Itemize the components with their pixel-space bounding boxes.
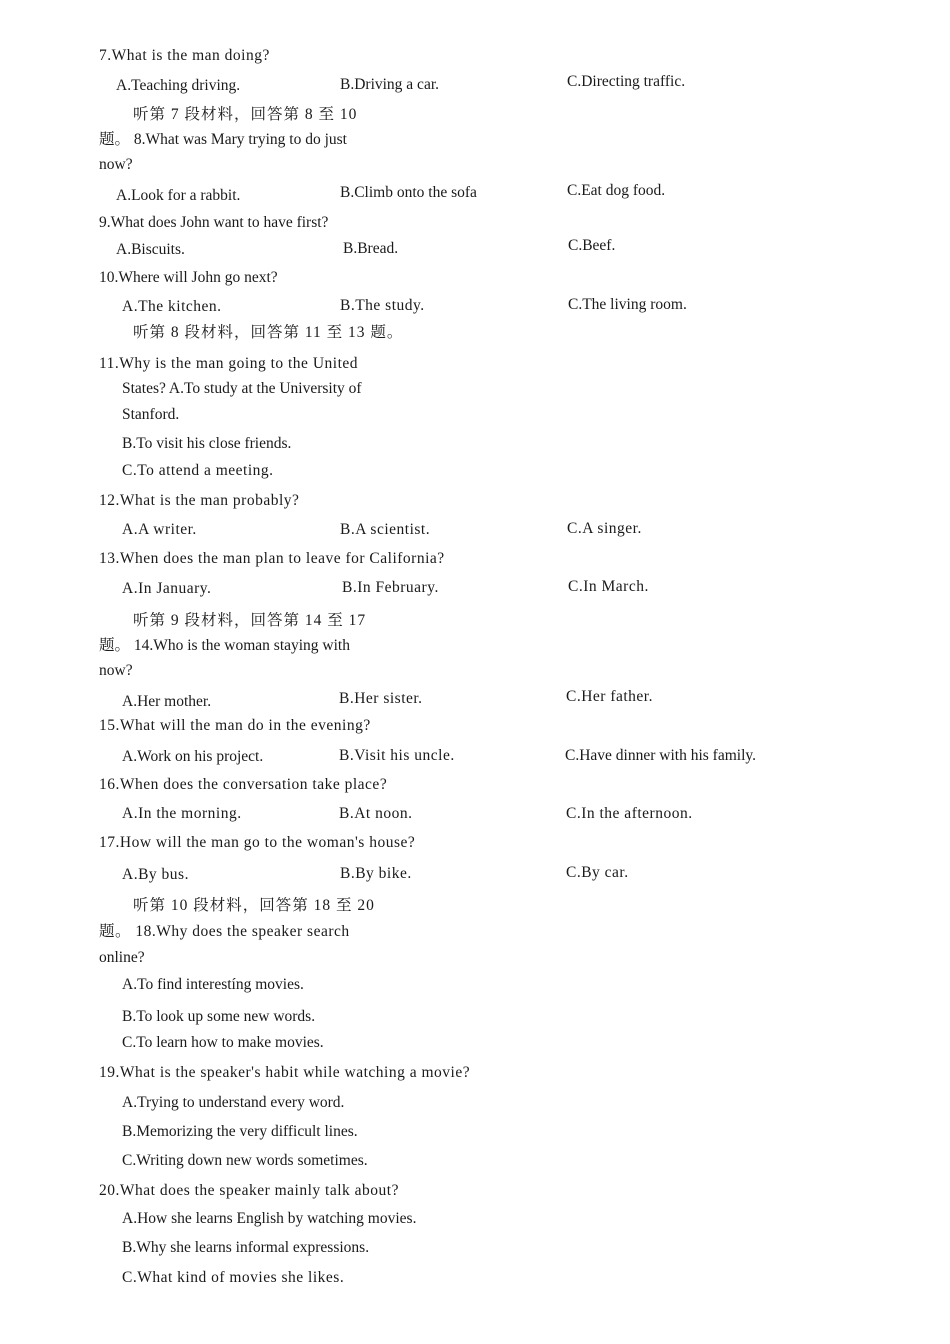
question-stem: 17.How will the man go to the woman's house?	[99, 834, 416, 851]
option-b: B.Memorizing the very difficult lines.	[122, 1123, 358, 1140]
question-stem: 16.When does the conversation take place?	[99, 776, 388, 793]
option-a: A.In the morning.	[122, 805, 242, 822]
instruction-line: now?	[99, 156, 133, 173]
option-b: B.To visit his close friends.	[122, 435, 292, 452]
question-stem: States? A.To study at the University of	[122, 380, 362, 397]
option-a: A.How she learns English by watching movies.	[122, 1210, 417, 1227]
question-stem: 9.What does John want to have first?	[99, 214, 329, 231]
option-a: A.The kitchen.	[122, 298, 222, 315]
option-a: A.Trying to understand every word.	[122, 1094, 345, 1111]
instruction-line: 题。 14.Who is the woman staying with	[99, 637, 350, 654]
instruction-line: 听第 9 段材料，回答第 14 至 17	[133, 612, 367, 629]
option-b: B.At noon.	[339, 805, 413, 822]
question-stem: 13.When does the man plan to leave for California?	[99, 550, 445, 567]
instruction-line: 听第 7 段材料，回答第 8 至 10	[133, 106, 358, 123]
option-c: C.Her father.	[566, 688, 653, 705]
instruction-line: 听第 8 段材料，回答第 11 至 13 题。	[133, 324, 404, 341]
option-c: C.What kind of movies she likes.	[122, 1269, 345, 1286]
option-b: B.Climb onto the sofa	[340, 184, 477, 201]
option-a: A.Look for a rabbit.	[116, 187, 241, 204]
question-stem: 20.What does the speaker mainly talk about?	[99, 1182, 399, 1199]
option-c: C.Writing down new words sometimes.	[122, 1152, 368, 1169]
option-b: B.By bike.	[340, 865, 412, 882]
instruction-line: 题。 8.What was Mary trying to do just	[99, 131, 347, 148]
option-a: A.A writer.	[122, 521, 197, 538]
option-a: A.Work on his project.	[122, 748, 264, 765]
question-stem: 15.What will the man do in the evening?	[99, 717, 371, 734]
option-b: B.Her sister.	[339, 690, 423, 707]
option-a: A.To find interestíng movies.	[122, 976, 304, 993]
question-stem: Stanford.	[122, 406, 180, 423]
option-c: C.A singer.	[567, 520, 642, 537]
question-stem: 7.What is the man doing?	[99, 47, 270, 64]
option-a: A.Her mother.	[122, 693, 212, 710]
instruction-line: online?	[99, 949, 145, 966]
option-b: B.The study.	[340, 297, 425, 314]
option-c: C.Beef.	[568, 237, 616, 254]
question-stem: 12.What is the man probably?	[99, 492, 300, 509]
option-a: A.Teaching driving.	[116, 77, 241, 94]
question-stem: 10.Where will John go next?	[99, 269, 278, 286]
instruction-line: now?	[99, 662, 133, 679]
question-stem: 11.Why is the man going to the United	[99, 355, 358, 372]
option-c: C.Directing traffic.	[567, 73, 686, 90]
instruction-line: 听第 10 段材料，回答第 18 至 20	[133, 897, 375, 914]
option-b: B.To look up some new words.	[122, 1008, 316, 1025]
option-a: A.Biscuits.	[116, 241, 185, 258]
option-c: C.In the afternoon.	[566, 805, 693, 822]
option-b: B.Why she learns informal expressions.	[122, 1239, 370, 1256]
option-b: B.A scientist.	[340, 521, 431, 538]
option-b: B.In February.	[342, 579, 439, 596]
option-c: C.To attend a meeting.	[122, 462, 274, 479]
question-stem: 19.What is the speaker's habit while watching a movie?	[99, 1064, 471, 1081]
option-c: C.To learn how to make movies.	[122, 1034, 324, 1051]
option-c: C.Have dinner with his family.	[565, 747, 756, 764]
instruction-line: 题。 18.Why does the speaker search	[99, 923, 350, 940]
option-a: A.In January.	[122, 580, 212, 597]
option-a: A.By bus.	[122, 866, 189, 883]
option-c: C.In March.	[568, 578, 649, 595]
option-b: B.Visit his uncle.	[339, 747, 455, 764]
option-c: C.The living room.	[568, 296, 687, 313]
option-b: B.Bread.	[343, 240, 399, 257]
option-c: C.Eat dog food.	[567, 182, 666, 199]
option-b: B.Driving a car.	[340, 76, 440, 93]
option-c: C.By car.	[566, 864, 629, 881]
